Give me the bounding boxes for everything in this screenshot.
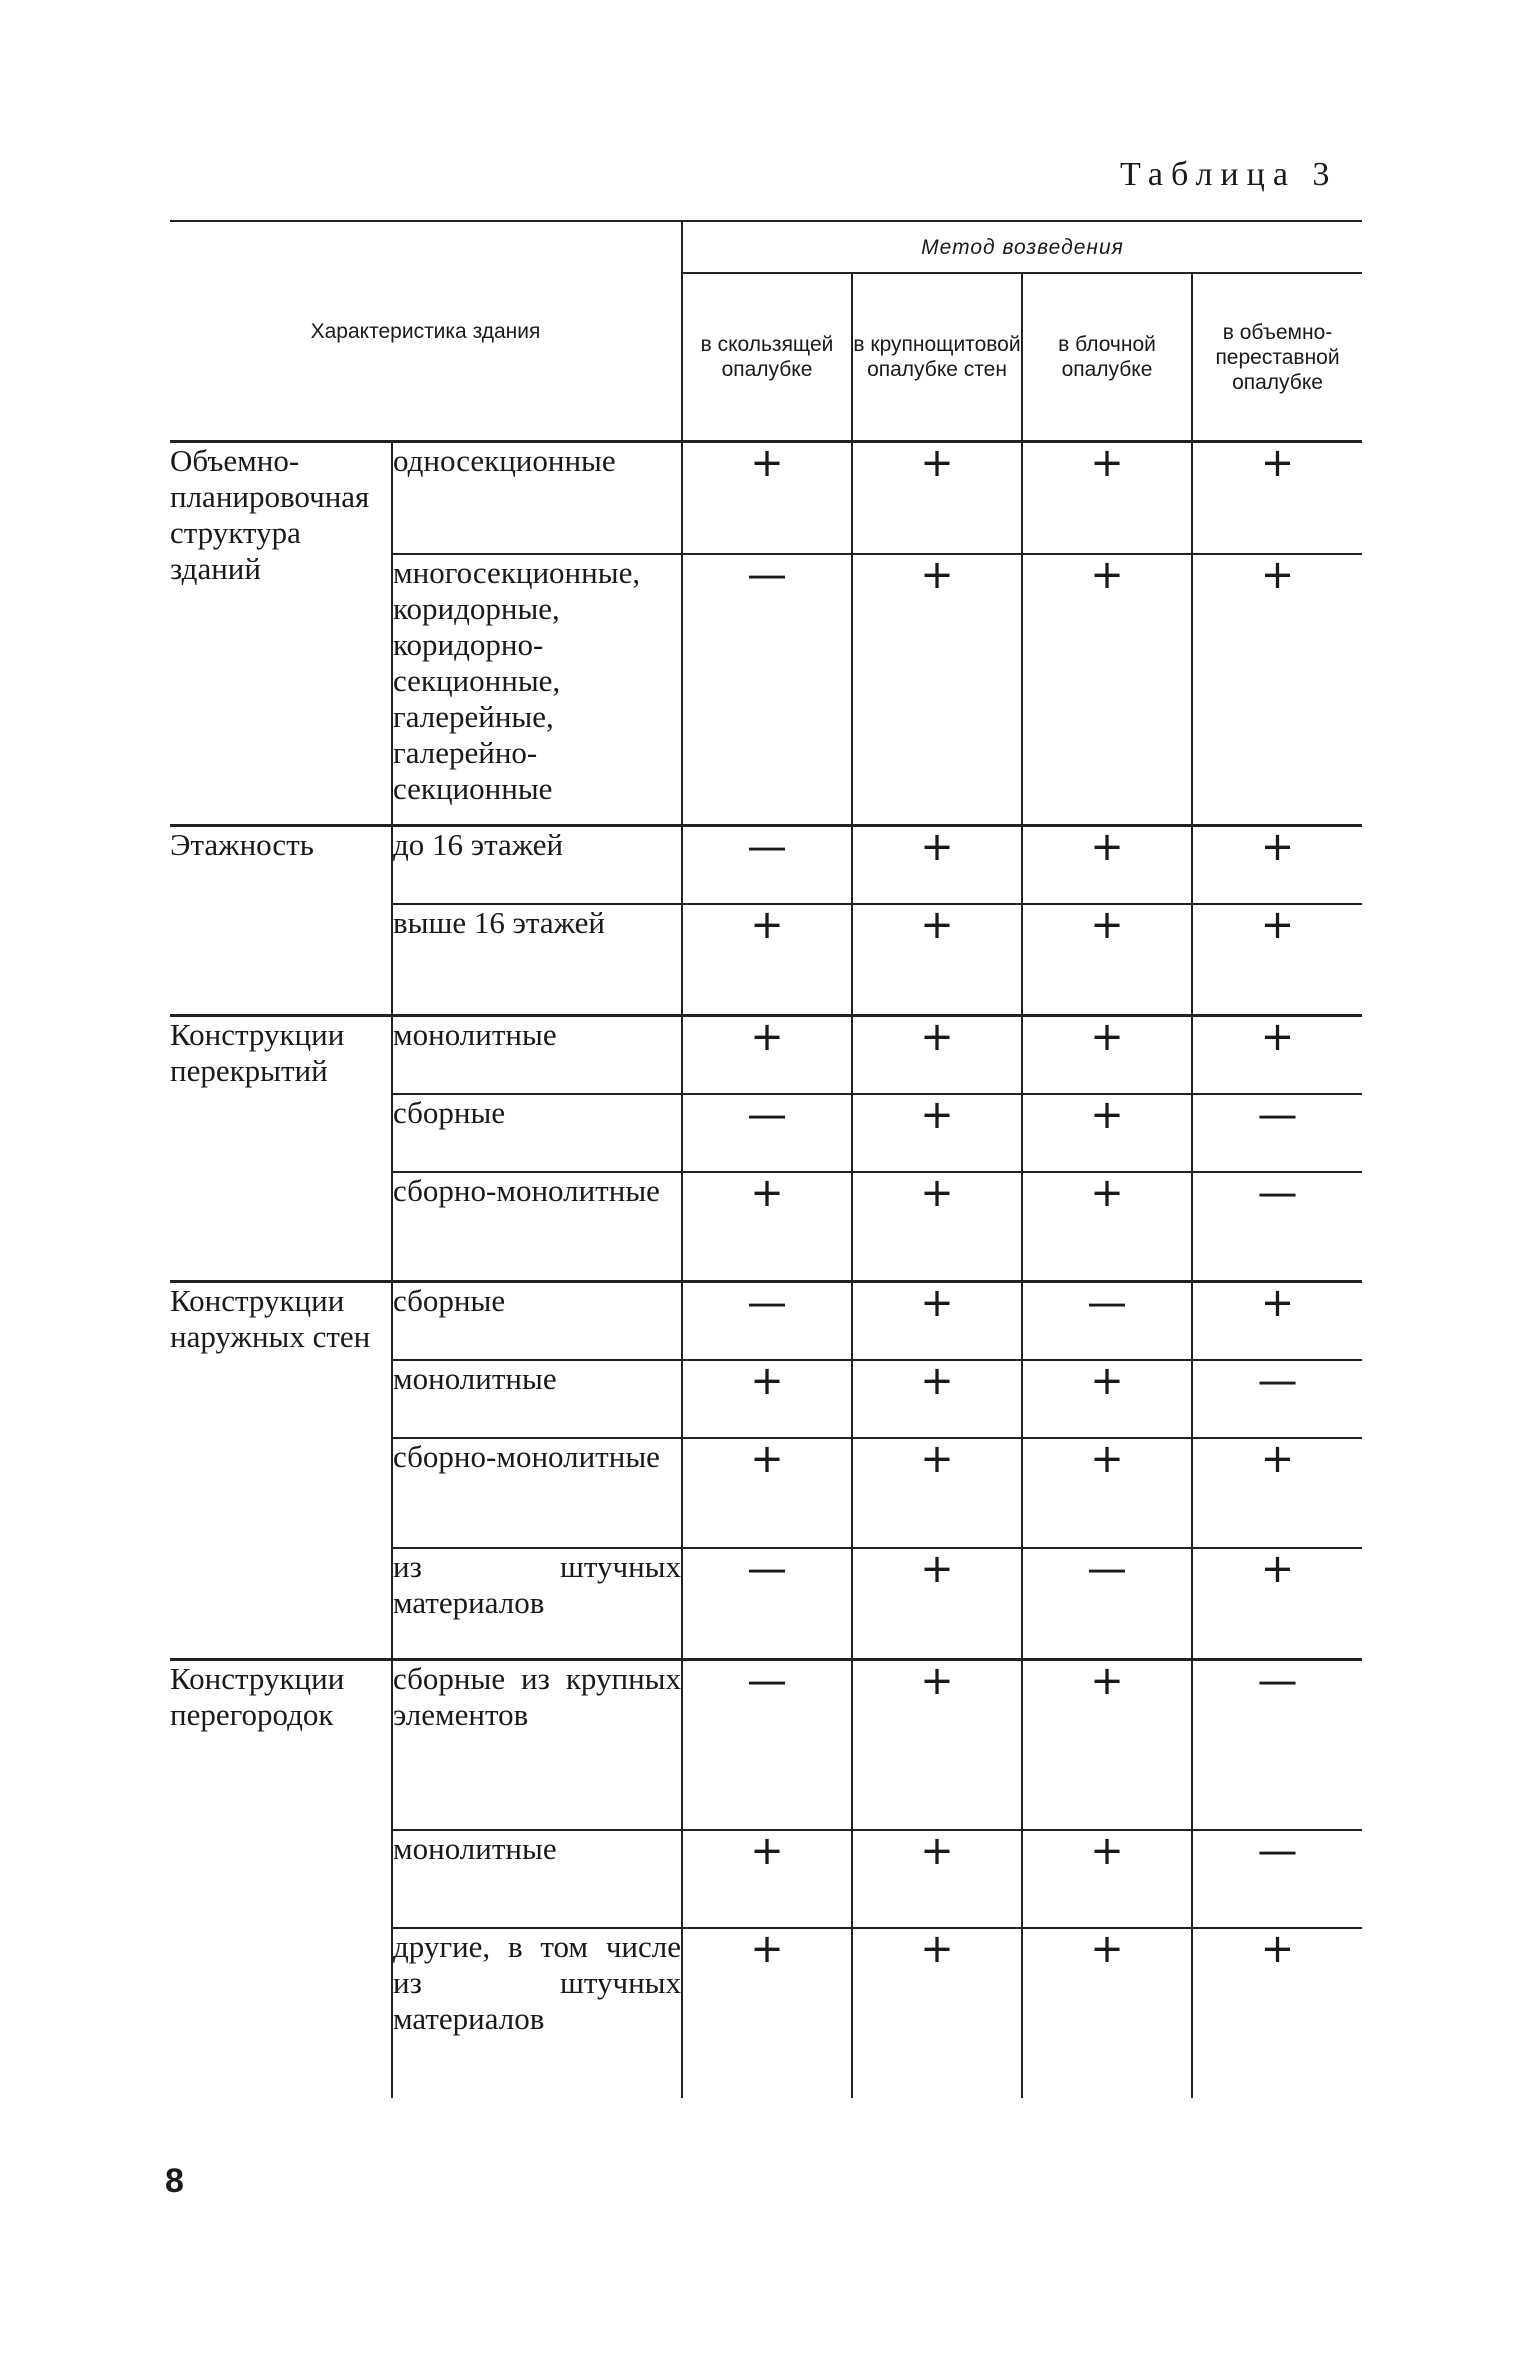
applicability-mark: + — [852, 1548, 1022, 1660]
applicability-mark: + — [682, 1928, 852, 2098]
applicability-mark: + — [1192, 1438, 1362, 1548]
row-label: монолитные — [392, 1016, 682, 1094]
applicability-mark: + — [1192, 442, 1362, 554]
applicability-mark: + — [852, 826, 1022, 904]
applicability-mark: + — [1192, 826, 1362, 904]
applicability-mark: + — [682, 1830, 852, 1928]
header-characteristic: Характеристика здания — [170, 221, 682, 442]
applicability-mark: + — [682, 904, 852, 1016]
row-label: выше 16 этажей — [392, 904, 682, 1016]
row-label: до 16 этажей — [392, 826, 682, 904]
row-label: монолитные — [392, 1360, 682, 1438]
row-label: сборные из крупных элементов — [392, 1660, 682, 1830]
applicability-mark: — — [1192, 1360, 1362, 1438]
row-label: другие, в том числе из штучных материалов — [392, 1928, 682, 2098]
applicability-mark: + — [1022, 1928, 1192, 2098]
row-label: многосекционные, коридорные, коридорно-секционные, галерейные, галерейно-секционные — [392, 554, 682, 826]
table-label: Таблица 3 — [1120, 156, 1338, 193]
applicability-mark: + — [852, 1928, 1022, 2098]
header-method-large-panel: в крупнощитовой опалубке стен — [852, 273, 1022, 442]
applicability-mark: + — [682, 1016, 852, 1094]
applicability-mark: + — [1192, 904, 1362, 1016]
applicability-mark: — — [682, 554, 852, 826]
table-row — [170, 1660, 1362, 1830]
applicability-mark: + — [852, 442, 1022, 554]
applicability-mark: + — [682, 442, 852, 554]
applicability-mark: + — [682, 1438, 852, 1548]
applicability-mark: + — [852, 1016, 1022, 1094]
header-method-group: Метод возведения — [682, 221, 1362, 273]
row-label: из штучных материалов — [392, 1548, 682, 1660]
building-methods-table — [170, 220, 1362, 2098]
applicability-mark: + — [852, 1360, 1022, 1438]
row-label: сборно-монолитные — [392, 1438, 682, 1548]
applicability-mark: — — [682, 1660, 852, 1830]
category-label: Конструкции наружных стен — [170, 1282, 392, 1660]
row-label: сборные — [392, 1282, 682, 1360]
applicability-mark: + — [1022, 1660, 1192, 1830]
row-label: сборные — [392, 1094, 682, 1172]
category-label: Конструкции перегородок — [170, 1660, 392, 2098]
header-method-block: в блочной опалубке — [1022, 273, 1192, 442]
applicability-mark: + — [852, 1094, 1022, 1172]
row-label: сборно-монолитные — [392, 1172, 682, 1282]
header-method-sliding: в скользящей опалубке — [682, 273, 852, 442]
applicability-mark: + — [1022, 1360, 1192, 1438]
applicability-mark: + — [852, 904, 1022, 1016]
applicability-mark: — — [682, 1094, 852, 1172]
table-row — [170, 1282, 1362, 1360]
applicability-mark: + — [1192, 1928, 1362, 2098]
category-label: Конструкции перекрытий — [170, 1016, 392, 1282]
category-label: Этажность — [170, 826, 392, 1016]
applicability-mark: + — [1022, 904, 1192, 1016]
table-header — [170, 221, 1362, 442]
applicability-mark: + — [852, 554, 1022, 826]
applicability-mark: + — [1022, 826, 1192, 904]
applicability-mark: + — [1192, 1016, 1362, 1094]
applicability-mark: — — [682, 826, 852, 904]
row-label: односекционные — [392, 442, 682, 554]
applicability-mark: + — [1192, 1548, 1362, 1660]
table-body — [170, 442, 1362, 2098]
table-row — [170, 826, 1362, 904]
applicability-mark: — — [1192, 1830, 1362, 1928]
category-label: Объемно-планировочная структура зданий — [170, 442, 392, 826]
applicability-mark: — — [682, 1282, 852, 1360]
table-row — [170, 1016, 1362, 1094]
applicability-mark: + — [1192, 554, 1362, 826]
applicability-mark: + — [1022, 1830, 1192, 1928]
applicability-mark: + — [682, 1172, 852, 1282]
applicability-mark: — — [682, 1548, 852, 1660]
applicability-mark: + — [1022, 1016, 1192, 1094]
applicability-mark: + — [1192, 1282, 1362, 1360]
applicability-mark: + — [852, 1438, 1022, 1548]
applicability-mark: + — [1022, 442, 1192, 554]
applicability-mark: + — [1022, 1172, 1192, 1282]
applicability-mark: + — [1022, 1438, 1192, 1548]
header-method-volumetric: в объемно-переставной опалубке — [1192, 273, 1362, 442]
applicability-mark: — — [1192, 1172, 1362, 1282]
applicability-mark: + — [1022, 1094, 1192, 1172]
row-label: монолитные — [392, 1830, 682, 1928]
applicability-mark: — — [1192, 1660, 1362, 1830]
applicability-mark: + — [852, 1172, 1022, 1282]
applicability-mark: — — [1022, 1548, 1192, 1660]
applicability-mark: + — [852, 1830, 1022, 1928]
applicability-mark: + — [1022, 554, 1192, 826]
applicability-mark: + — [682, 1360, 852, 1438]
page-number: 8 — [165, 2162, 184, 2200]
applicability-mark: + — [852, 1660, 1022, 1830]
applicability-mark: — — [1192, 1094, 1362, 1172]
table-row — [170, 442, 1362, 554]
applicability-mark: + — [852, 1282, 1022, 1360]
applicability-mark: — — [1022, 1282, 1192, 1360]
